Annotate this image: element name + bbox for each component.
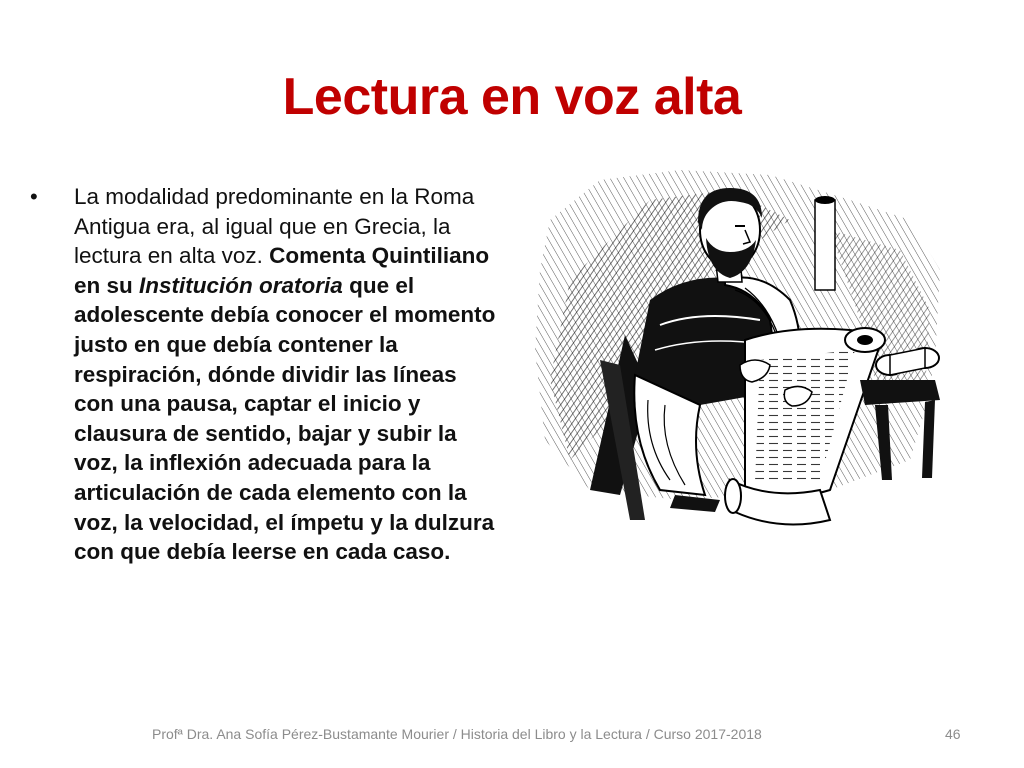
paragraph-bold-text-2: que el adolescente debía conocer el momento justo en que debía contener la respiración, dónde dividir las líneas con una pausa, captar el inicio y clausura de sentido, bajar y subir la voz, la inflexión adecuada para la articulación de cada elemento con la voz, la velocidad, el ímpetu y la dulzura con que debía leerse en cada caso.	[74, 272, 496, 565]
reading-man-illustration	[530, 160, 946, 540]
bullet-item	[30, 182, 498, 567]
slide-title: Lectura en voz alta	[282, 68, 742, 126]
footer-text: Profª Dra. Ana Sofía Pérez-Bustamante Mourier / Historia del Libro y la Lectura / Curso 2017-2018	[152, 726, 762, 742]
bullet-paragraph	[74, 182, 498, 567]
paragraph-bold-text-1: Comenta Quintiliano en su	[74, 243, 490, 298]
paragraph-italic-title: Institución oratoria	[139, 272, 343, 298]
slide-body	[30, 182, 498, 567]
paragraph-normal-text: La modalidad predominante en la Roma Antigua era, al igual que en Grecia, la lectura en alta voz.	[74, 184, 475, 269]
bullet-icon: •	[30, 184, 38, 209]
page-number: 46	[945, 726, 961, 742]
